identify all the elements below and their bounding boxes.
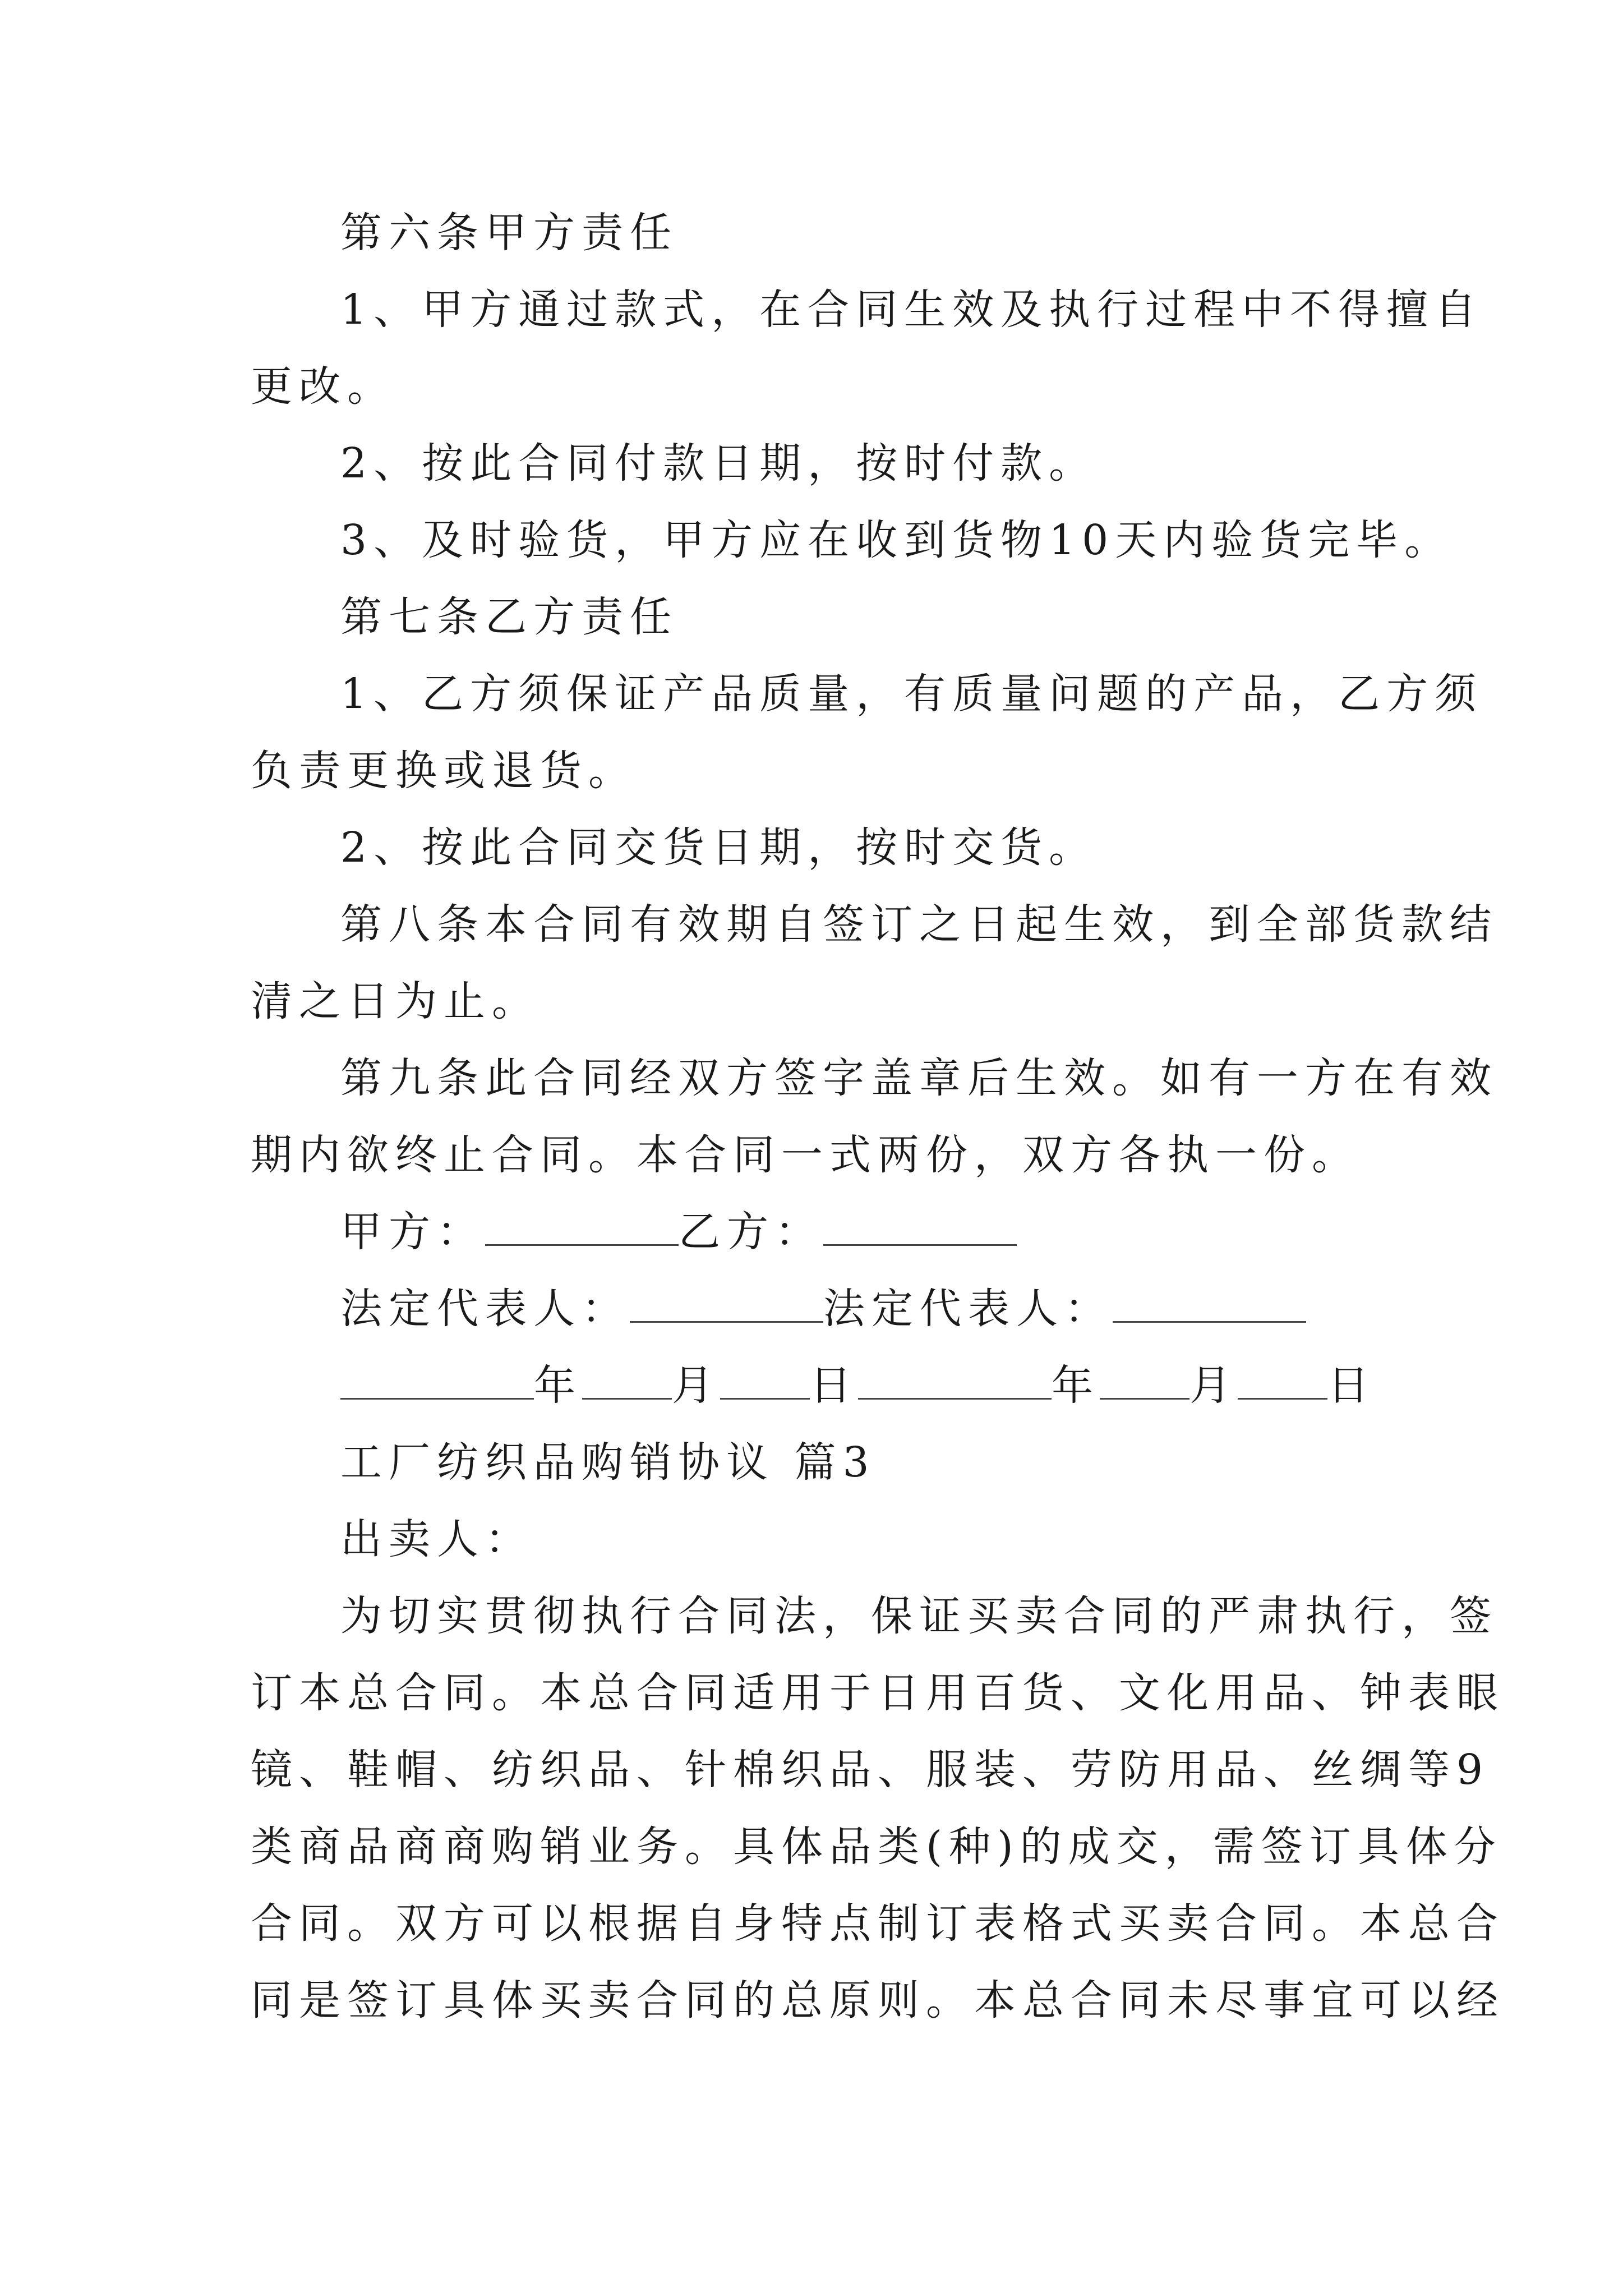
paragraph-line: 1、甲方通过款式，在合同生效及执行过程中不得擅自 (340, 286, 1483, 334)
paragraph-line: 镜、鞋帽、纺织品、针棉织品、服装、劳防用品、丝绸等9 (251, 1746, 1490, 1794)
paragraph-line: 类商品商商购销业务。具体品类(种)的成交，需签订具体分 (251, 1823, 1502, 1871)
month-b-blank (1100, 1359, 1189, 1400)
article-6-heading: 第六条甲方责任 (340, 209, 678, 257)
day-a-blank (720, 1359, 810, 1400)
section-title: 工厂纺织品购销协议 篇3 (340, 1438, 876, 1487)
party-a-blank (485, 1205, 679, 1246)
rep-b-blank (1113, 1282, 1306, 1323)
rep-a-label: 法定代表人： (340, 1285, 630, 1333)
party-b-label: 乙方： (679, 1208, 823, 1256)
paragraph-line: 2、按此合同付款日期，按时付款。 (340, 439, 1098, 487)
signature-date-row (340, 1358, 1376, 1414)
paragraph-line: 3、及时验货，甲方应在收到货物10天内验货完毕。 (340, 516, 1453, 564)
year-a-blank (340, 1359, 534, 1400)
paragraph-line: 2、按此合同交货日期，按时交货。 (340, 823, 1098, 872)
paragraph-line: 合同。双方可以根据自身特点制订表格式买卖合同。本总合 (251, 1899, 1505, 1948)
month-a-label: 月 (672, 1361, 720, 1410)
party-a-label: 甲方： (340, 1208, 485, 1256)
year-b-blank (858, 1359, 1052, 1400)
year-a-label: 年 (534, 1361, 582, 1410)
article-9-line: 第九条此合同经双方签字盖章后生效。如有一方在有效 (340, 1054, 1498, 1102)
month-a-blank (582, 1359, 672, 1400)
paragraph-line: 清之日为止。 (251, 977, 540, 1025)
paragraph-line: 负责更换或退货。 (251, 747, 637, 795)
month-b-label: 月 (1189, 1361, 1238, 1410)
day-b-label: 日 (1327, 1361, 1376, 1410)
paragraph-line: 更改。 (251, 362, 395, 411)
article-7-heading: 第七条乙方责任 (340, 593, 678, 641)
rep-a-blank (630, 1282, 823, 1323)
year-b-label: 年 (1052, 1361, 1100, 1410)
signature-parties-row (340, 1204, 1017, 1260)
article-8-line: 第八条本合同有效期自签订之日起生效，到全部货款结 (340, 900, 1498, 949)
paragraph-line: 1、乙方须保证产品质量，有质量问题的产品，乙方须 (340, 670, 1483, 718)
rep-b-label: 法定代表人： (823, 1285, 1113, 1333)
paragraph-line: 为切实贯彻执行合同法，保证买卖合同的严肃执行，签 (340, 1592, 1498, 1640)
day-a-label: 日 (810, 1361, 858, 1410)
paragraph-line: 期内欲终止合同。本合同一式两份，双方各执一份。 (251, 1131, 1360, 1179)
day-b-blank (1238, 1359, 1327, 1400)
signature-rep-row (340, 1281, 1306, 1337)
paragraph-line: 同是签订具体买卖合同的总原则。本总合同未尽事宜可以经 (251, 1976, 1505, 2024)
seller-label: 出卖人： (340, 1515, 533, 1563)
paragraph-line: 订本总合同。本总合同适用于日用百货、文化用品、钟表眼 (251, 1669, 1505, 1717)
party-b-blank (823, 1205, 1017, 1246)
